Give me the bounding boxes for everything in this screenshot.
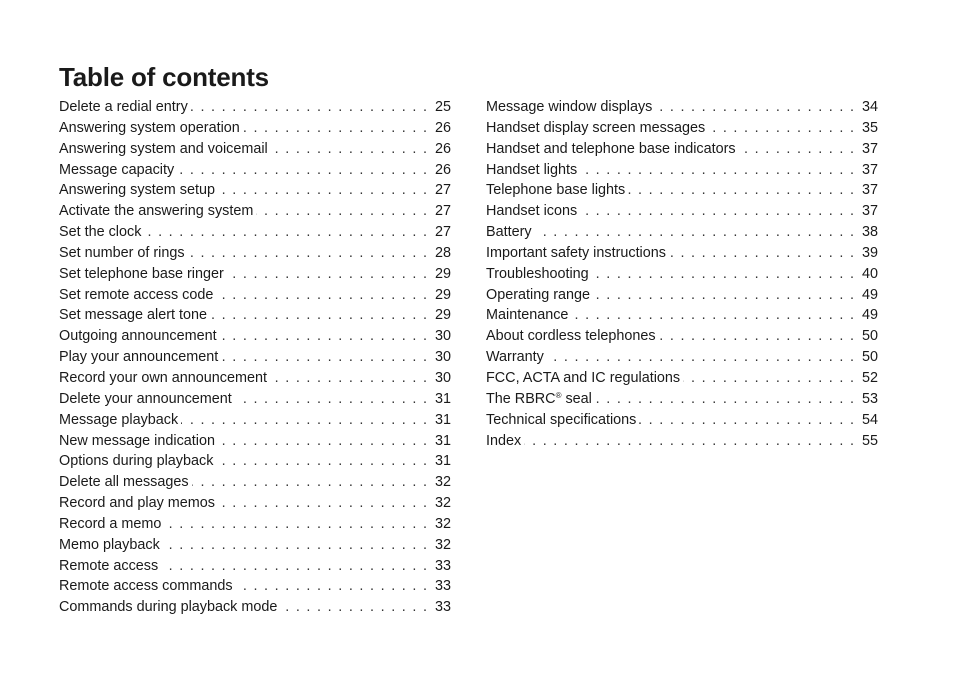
dot-leader (628, 180, 854, 201)
toc-entry[interactable] (486, 285, 878, 306)
toc-entry-label: Maintenance (486, 307, 569, 324)
toc-entry[interactable] (59, 118, 451, 139)
dot-leader (191, 97, 427, 118)
toc-entry[interactable] (486, 97, 878, 118)
toc-entry-page-number: 33 (434, 599, 451, 616)
registered-mark: ® (555, 390, 562, 400)
toc-entry-label: Answering system operation (59, 119, 240, 136)
toc-entry-label: Battery (486, 224, 532, 241)
dot-leader (216, 451, 427, 472)
dot-leader (256, 201, 427, 222)
toc-entry-label: The RBRC® seal (486, 390, 592, 407)
dot-leader (535, 222, 854, 243)
toc-entry-page-number: 39 (861, 244, 878, 261)
dot-leader (580, 201, 854, 222)
toc-entry[interactable] (486, 160, 878, 181)
dot-leader (235, 389, 427, 410)
toc-entry-page-number: 28 (434, 244, 451, 261)
toc-entry[interactable] (486, 410, 878, 431)
toc-entry[interactable] (59, 576, 451, 597)
toc-entry-page-number: 30 (434, 349, 451, 366)
dot-leader (280, 597, 427, 618)
dot-leader (192, 472, 427, 493)
toc-entry[interactable] (486, 222, 878, 243)
toc-entry[interactable] (59, 305, 451, 326)
toc-entry-label: Record your own announcement (59, 369, 267, 386)
toc-entry[interactable] (59, 514, 451, 535)
dot-leader (144, 222, 427, 243)
toc-entry-page-number: 35 (861, 119, 878, 136)
dot-leader (595, 389, 854, 410)
dot-leader (227, 264, 427, 285)
toc-entry-page-number: 27 (434, 224, 451, 241)
dot-leader (592, 264, 854, 285)
toc-entry-label: About cordless telephones (486, 328, 656, 345)
toc-entry-label: Set remote access code (59, 286, 214, 303)
toc-entry-page-number: 37 (861, 203, 878, 220)
dot-leader (739, 139, 854, 160)
toc-entry[interactable] (486, 368, 878, 389)
dot-leader (164, 514, 427, 535)
toc-entry-label: New message indication (59, 432, 215, 449)
dot-leader (655, 97, 854, 118)
dot-leader (524, 431, 854, 452)
dot-leader (571, 305, 854, 326)
toc-entry-label: Handset icons (486, 203, 578, 220)
toc-entry[interactable] (59, 597, 451, 618)
toc-entry-page-number: 40 (861, 265, 878, 282)
toc-entry-page-number: 26 (434, 140, 451, 157)
toc-entry-page-number: 32 (434, 536, 451, 553)
toc-entry-page-number: 32 (434, 515, 451, 532)
toc-entry[interactable] (486, 305, 878, 326)
toc-entry-page-number: 50 (861, 349, 878, 366)
toc-entry[interactable] (59, 160, 451, 181)
toc-entry-page-number: 53 (861, 390, 878, 407)
toc-entry[interactable] (486, 243, 878, 264)
toc-entry-page-number: 55 (861, 432, 878, 449)
toc-left-column (59, 97, 451, 618)
toc-entry-label: Record and play memos (59, 495, 215, 512)
toc-entry-page-number: 30 (434, 328, 451, 345)
dot-leader (218, 180, 427, 201)
toc-entry-page-number: 37 (861, 161, 878, 178)
dot-leader (181, 410, 427, 431)
toc-entry-page-number: 50 (861, 328, 878, 345)
toc-entry-label: Message capacity (59, 161, 175, 178)
toc-entry-label: Play your announcement (59, 349, 219, 366)
toc-entry[interactable] (486, 347, 878, 368)
toc-entry-label: Record a memo (59, 515, 162, 532)
dot-leader (161, 556, 427, 577)
toc-entry[interactable] (59, 347, 451, 368)
toc-entry[interactable] (59, 201, 451, 222)
toc-entry-label: FCC, ACTA and IC regulations (486, 369, 681, 386)
dot-leader (547, 347, 854, 368)
toc-entry-label: Troubleshooting (486, 265, 589, 282)
toc-entry[interactable] (486, 389, 878, 410)
toc-entry[interactable] (59, 431, 451, 452)
toc-entry-label: Answering system and voicemail (59, 140, 268, 157)
toc-entry-label: Activate the answering system (59, 203, 254, 220)
toc-entry-label: Telephone base lights (486, 182, 626, 199)
toc-entry-page-number: 31 (434, 432, 451, 449)
toc-entry-label: Message window displays (486, 99, 653, 115)
toc-entry-label: Warranty (486, 349, 544, 366)
dot-leader (188, 243, 427, 264)
toc-entry[interactable] (59, 97, 451, 118)
toc-entry-label: Delete a redial entry (59, 99, 188, 115)
dot-leader (218, 493, 427, 514)
toc-entry[interactable] (59, 222, 451, 243)
toc-entry[interactable] (59, 451, 451, 472)
toc-entry[interactable] (59, 326, 451, 347)
toc-entry-page-number: 29 (434, 307, 451, 324)
toc-entry-label: Outgoing announcement (59, 328, 217, 345)
toc-entry-page-number: 37 (861, 140, 878, 157)
dot-leader (659, 326, 854, 347)
dot-leader (270, 368, 427, 389)
toc-entry-page-number: 29 (434, 265, 451, 282)
toc-entry-page-number: 27 (434, 182, 451, 199)
toc-entry[interactable] (486, 326, 878, 347)
dot-leader (221, 347, 427, 368)
toc-entry-page-number: 27 (434, 203, 451, 220)
toc-entry[interactable] (59, 389, 451, 410)
toc-entry-label: Message playback (59, 411, 179, 428)
toc-entry-label: Remote access commands (59, 578, 233, 595)
toc-entry-page-number: 37 (861, 182, 878, 199)
toc-entry-page-number: 26 (434, 119, 451, 136)
toc-entry-page-number: 33 (434, 557, 451, 574)
toc-entry-page-number: 32 (434, 474, 451, 491)
toc-entry-label: Commands during playback mode (59, 599, 278, 616)
dot-leader (708, 118, 854, 139)
toc-entry-page-number: 29 (434, 286, 451, 303)
toc-entry-label: Options during playback (59, 453, 214, 470)
toc-entry-label: Set message alert tone (59, 307, 207, 324)
dot-leader (271, 139, 427, 160)
toc-entry-label: Remote access (59, 557, 159, 574)
toc-entry[interactable] (59, 410, 451, 431)
dot-leader (163, 535, 427, 556)
toc-entry[interactable] (486, 139, 878, 160)
toc-entry-page-number: 30 (434, 369, 451, 386)
toc-entry-page-number: 52 (861, 369, 878, 386)
toc-entry[interactable] (486, 201, 878, 222)
dot-leader (593, 285, 854, 306)
toc-entry-label: Handset lights (486, 161, 578, 178)
toc-entry[interactable] (59, 139, 451, 160)
toc-entry-label: Important safety instructions (486, 244, 666, 261)
toc-entry[interactable] (486, 118, 878, 139)
dot-leader (218, 431, 427, 452)
toc-entry-page-number: 33 (434, 578, 451, 595)
toc-entry-label: Index (486, 432, 522, 449)
toc-entry-page-number: 32 (434, 495, 451, 512)
toc-entry-label: Handset and telephone base indicators (486, 140, 736, 157)
toc-entry-label: Set telephone base ringer (59, 265, 224, 282)
toc-entry-label: Set the clock (59, 224, 142, 241)
toc-entry-label: Delete your announcement (59, 390, 232, 407)
toc-entry[interactable] (59, 472, 451, 493)
toc-entry-page-number: 31 (434, 390, 451, 407)
toc-entry[interactable] (59, 285, 451, 306)
dot-leader (580, 160, 854, 181)
toc-entry[interactable] (59, 493, 451, 514)
toc-entry-page-number: 31 (434, 453, 451, 470)
toc-entry[interactable] (59, 243, 451, 264)
toc-entry[interactable] (59, 535, 451, 556)
toc-entry-label: Handset display screen messages (486, 119, 706, 136)
toc-entry-page-number: 31 (434, 411, 451, 428)
dot-leader (236, 576, 427, 597)
toc-entry[interactable] (59, 180, 451, 201)
toc-entry[interactable] (59, 556, 451, 577)
dot-leader (210, 305, 427, 326)
toc-entry-page-number: 49 (861, 286, 878, 303)
toc-entry[interactable] (486, 431, 878, 452)
toc-entry[interactable] (59, 264, 451, 285)
dot-leader (683, 368, 854, 389)
dot-leader (639, 410, 854, 431)
toc-entry-label: Memo playback (59, 536, 160, 553)
toc-entry[interactable] (486, 180, 878, 201)
toc-entry-label: Technical specifications (486, 411, 637, 428)
toc-entry[interactable] (486, 264, 878, 285)
toc-entry-page-number: 38 (861, 224, 878, 241)
toc-entry-page-number: 26 (434, 161, 451, 178)
toc-entry-page-number: 49 (861, 307, 878, 324)
toc-entry-label: Set number of rings (59, 244, 185, 261)
dot-leader (243, 118, 427, 139)
toc-entry-label: Delete all messages (59, 474, 189, 491)
toc-entry[interactable] (59, 368, 451, 389)
dot-leader (216, 285, 427, 306)
page-title: Table of contents (59, 62, 269, 92)
dot-leader (177, 160, 427, 181)
dot-leader (669, 243, 854, 264)
toc-entry-page-number: 34 (861, 99, 878, 115)
toc-right-column (486, 97, 878, 451)
toc-entry-label: Answering system setup (59, 182, 215, 199)
toc-entry-page-number: 25 (434, 99, 451, 115)
dot-leader (220, 326, 427, 347)
toc-entry-label: Operating range (486, 286, 591, 303)
toc-entry-page-number: 54 (861, 411, 878, 428)
